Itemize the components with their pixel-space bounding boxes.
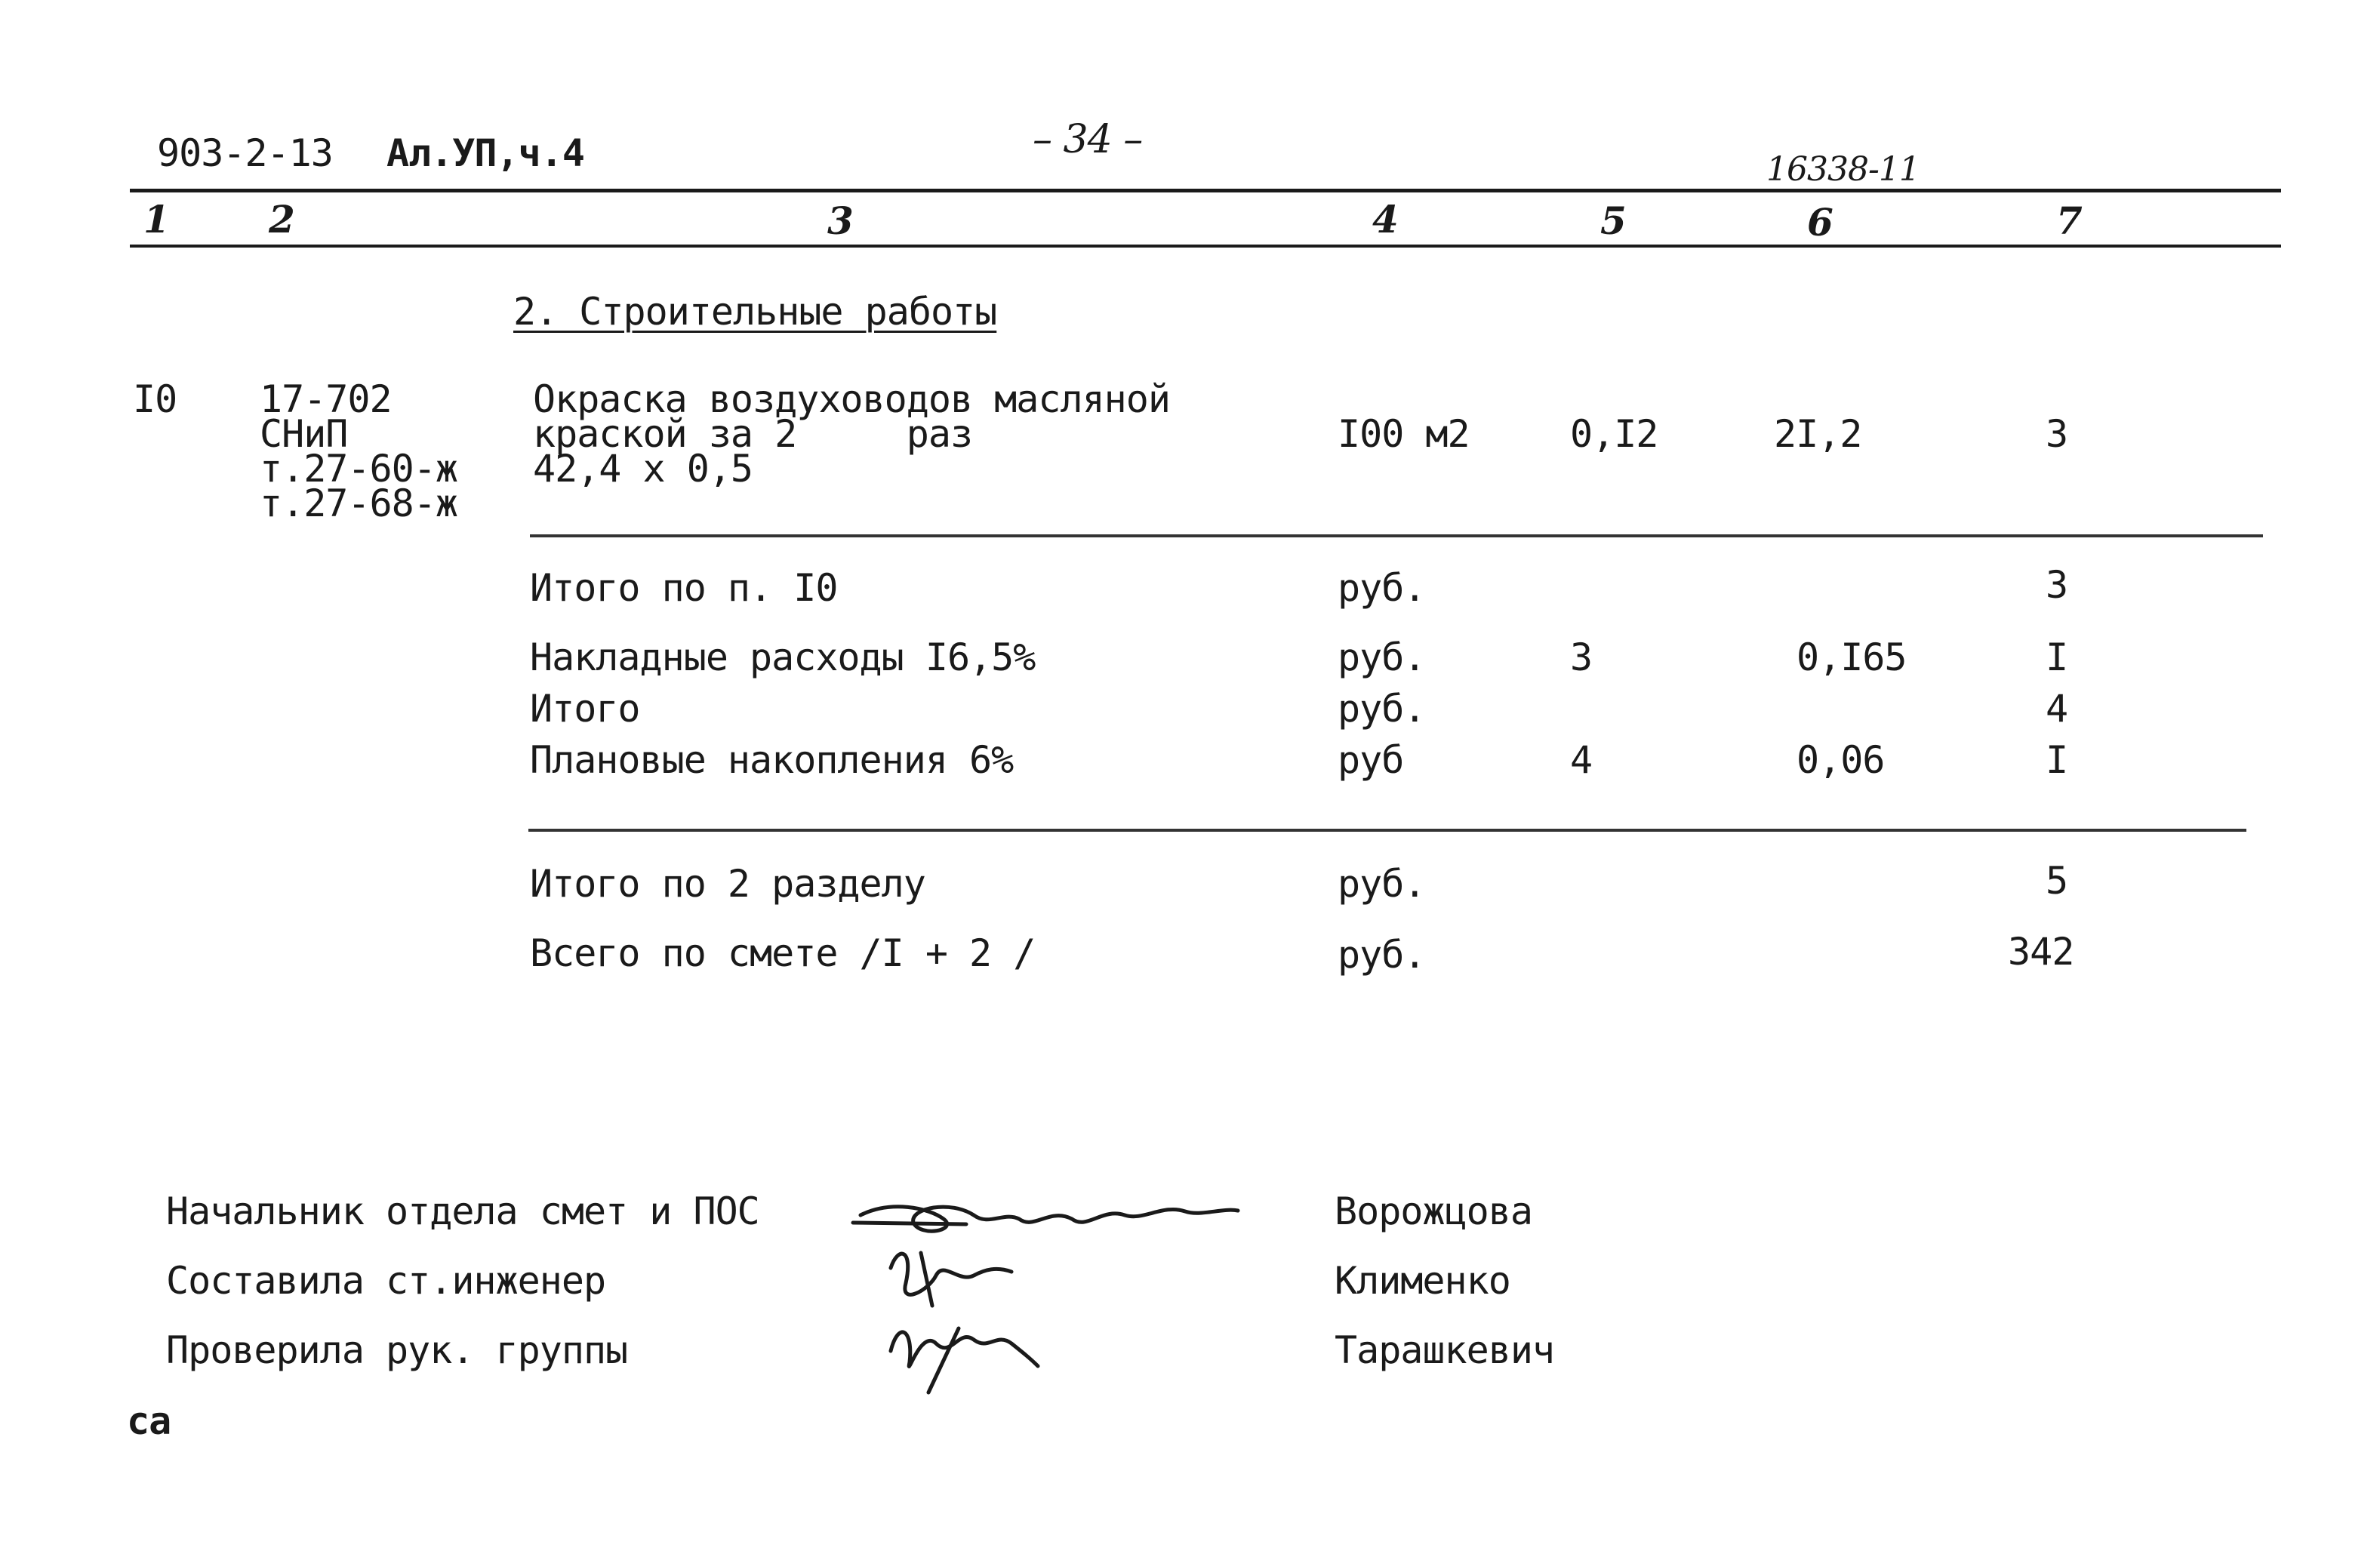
- subtotal-label: Итого по п. I0: [530, 566, 838, 610]
- item-desc-line-2: краской за 2 раз: [533, 412, 973, 456]
- item-price: 2I,2: [1774, 412, 1862, 456]
- item-number: I0: [133, 377, 177, 421]
- signatory-name: Клименко: [1335, 1259, 1510, 1303]
- total-value: 342: [2008, 930, 2074, 974]
- total-label: Всего по смете /I + 2 /: [530, 931, 1036, 975]
- total-unit: руб.: [1338, 862, 1426, 906]
- total-unit: руб.: [1338, 933, 1426, 977]
- section-title-text: 2. Строительные работы: [513, 290, 997, 334]
- col-header-2: 2: [269, 197, 294, 242]
- item-desc-line-3: 42,4 x 0,5: [533, 447, 753, 491]
- signature-role: Составила ст.инженер: [166, 1259, 606, 1303]
- col-header-3: 3: [827, 198, 853, 243]
- doc-code: 903-2-13: [157, 131, 333, 175]
- subtotal-label: Плановые накопления 6%: [530, 738, 1014, 782]
- subtotal-total: I: [2046, 635, 2068, 679]
- album-ref: Ал.УП,ч.4: [386, 131, 584, 175]
- handwritten-signature-image: [845, 1177, 1253, 1404]
- subtotal-unit: руб.: [1338, 687, 1426, 731]
- item-code-line-3: т.27-60-ж: [260, 447, 457, 491]
- subtotal-total: I: [2046, 738, 2068, 782]
- subtotal-qty: 4: [1570, 738, 1593, 782]
- subtotal-total: 3: [2046, 563, 2068, 607]
- footer-mark: са: [127, 1399, 171, 1443]
- item-desc-line-1: Окраска воздуховодов масляной: [533, 377, 1170, 421]
- subtotal-unit: руб.: [1338, 566, 1426, 610]
- signature-role: Начальник отдела смет и ПОС: [166, 1189, 759, 1233]
- item-separator-rule: [530, 534, 2263, 537]
- signatory-name: Ворожцова: [1335, 1189, 1532, 1233]
- subtotal-unit: руб: [1338, 738, 1404, 782]
- item-total: 3: [2046, 412, 2068, 456]
- total-label: Итого по 2 разделу: [530, 862, 925, 906]
- item-unit: I00 м2: [1338, 412, 1470, 456]
- item-qty: 0,I2: [1570, 412, 1658, 456]
- header-rule-bottom: [130, 245, 2281, 248]
- signature-role: Проверила рук. группы: [166, 1328, 628, 1372]
- col-header-4: 4: [1372, 197, 1398, 242]
- subtotal-qty: 3: [1570, 635, 1593, 679]
- item-code-line-1: 17-702: [260, 377, 392, 421]
- subtotal-unit: руб.: [1338, 635, 1426, 679]
- header-rule-top: [130, 189, 2281, 192]
- col-header-7: 7: [2056, 198, 2082, 243]
- subtotal-label: Итого: [530, 687, 640, 731]
- subtotal-price: 0,I65: [1797, 635, 1907, 679]
- totals-separator-rule: [528, 829, 2246, 832]
- subtotal-price: 0,06: [1797, 738, 1885, 782]
- subtotal-label: Накладные расходы I6,5%: [530, 635, 1036, 679]
- col-header-6: 6: [1807, 200, 1833, 245]
- col-header-5: 5: [1600, 198, 1626, 243]
- inventory-number: 16338-11: [1766, 150, 1920, 189]
- signatory-name: Тарашкевич: [1335, 1328, 1555, 1372]
- col-header-1: 1: [143, 197, 169, 242]
- subtotal-total: 4: [2046, 687, 2068, 731]
- total-value: 5: [2046, 859, 2068, 903]
- item-code-line-4: т.27-68-ж: [260, 482, 457, 525]
- section-title: [513, 290, 997, 334]
- page-number: – 34 –: [1033, 117, 1143, 162]
- item-code-line-2: СНиП: [260, 412, 348, 456]
